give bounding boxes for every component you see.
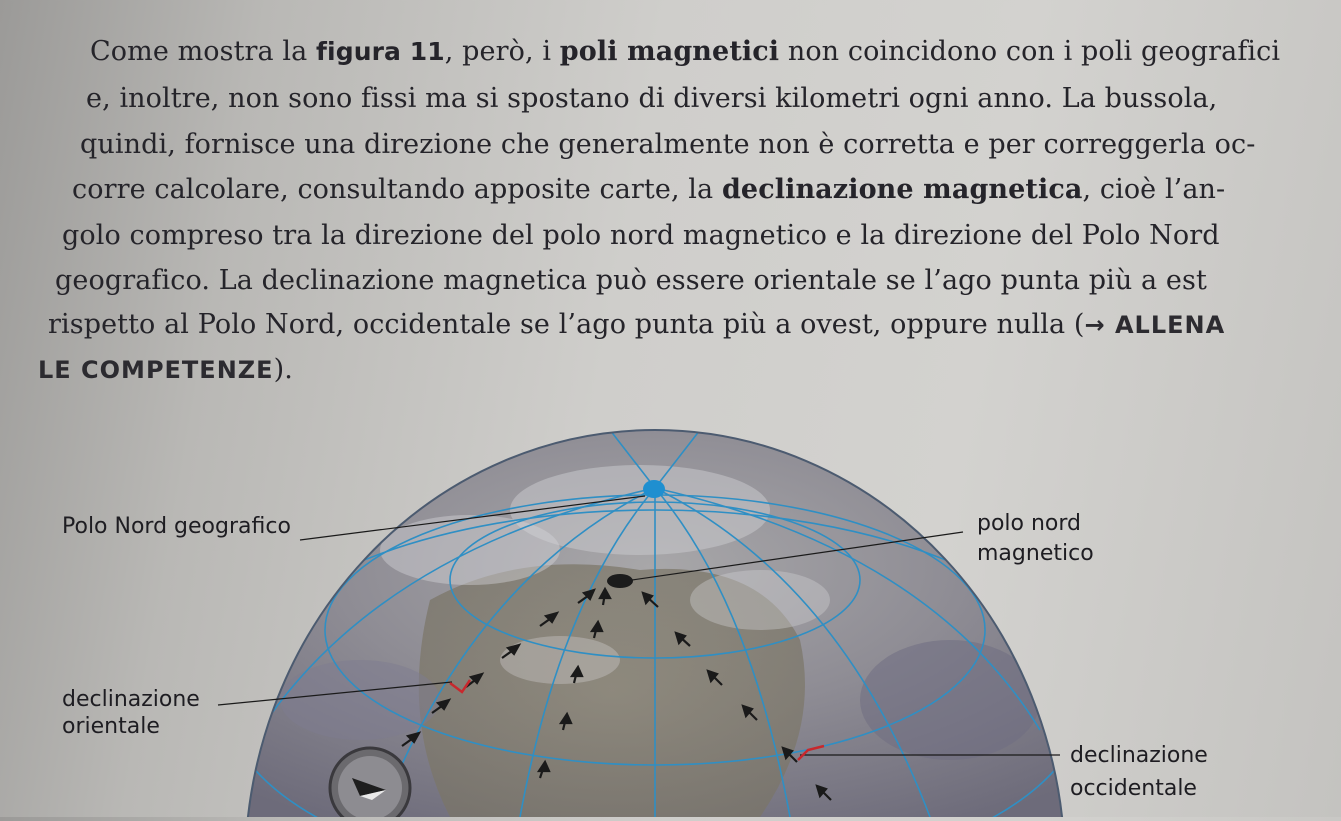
text-line-3: quindi, fornisce una direzione che generalmente non è corretta e per correggerla oc- (80, 129, 1256, 160)
figure-reference: figura 11 (316, 37, 445, 66)
magnetic-north-pole (607, 574, 633, 588)
text-span: ). (273, 354, 293, 385)
cross-reference: LE COMPETENZE (38, 356, 274, 384)
text-span: corre calcolare, consultando apposite carte, la (72, 174, 722, 205)
label-east-declination-line1: declinazione (62, 687, 200, 712)
text-line-2: e, inoltre, non sono fissi ma si spostano di diversi kilometri ogni anno. La bussola, (86, 83, 1218, 114)
label-east-declination-line2: orientale (62, 714, 160, 739)
key-term: poli magnetici (559, 36, 780, 67)
key-term: declinazione magnetica (721, 174, 1083, 205)
compass-icon (330, 748, 410, 817)
text-span: non coincidono con i poli geografici (779, 36, 1281, 67)
label-geographic-north: Polo Nord geografico (62, 514, 291, 539)
cross-reference: → ALLENA (1084, 311, 1226, 339)
text-span: , cioè l’an- (1082, 174, 1226, 205)
text-line-4 (72, 174, 1225, 205)
text-line-1 (90, 36, 1280, 67)
label-magnetic-north-line2: magnetico (977, 541, 1094, 566)
text-line-7 (48, 309, 1225, 340)
label-west-declination-line2: occidentale (1070, 776, 1197, 801)
geographic-north-pole (643, 480, 665, 498)
text-span: , però, i (444, 36, 560, 67)
magnetic-declination-figure (0, 400, 1341, 817)
text-line-6: geografico. La declinazione magnetica può essere orientale se l’ago punta più a est (55, 265, 1207, 296)
text-line-8 (38, 354, 293, 385)
text-line-5: golo compreso tra la direzione del polo nord magnetico e la direzione del Polo Nord (62, 220, 1220, 251)
globe-body (200, 420, 1100, 817)
text-span: rispetto al Polo Nord, occidentale se l’ago punta più a ovest, oppure nulla ( (48, 309, 1085, 340)
label-magnetic-north-line1: polo nord (977, 511, 1082, 536)
text-span: Come mostra la (90, 36, 317, 67)
label-west-declination-line1: declinazione (1070, 743, 1208, 768)
body-paragraph (0, 0, 1341, 400)
